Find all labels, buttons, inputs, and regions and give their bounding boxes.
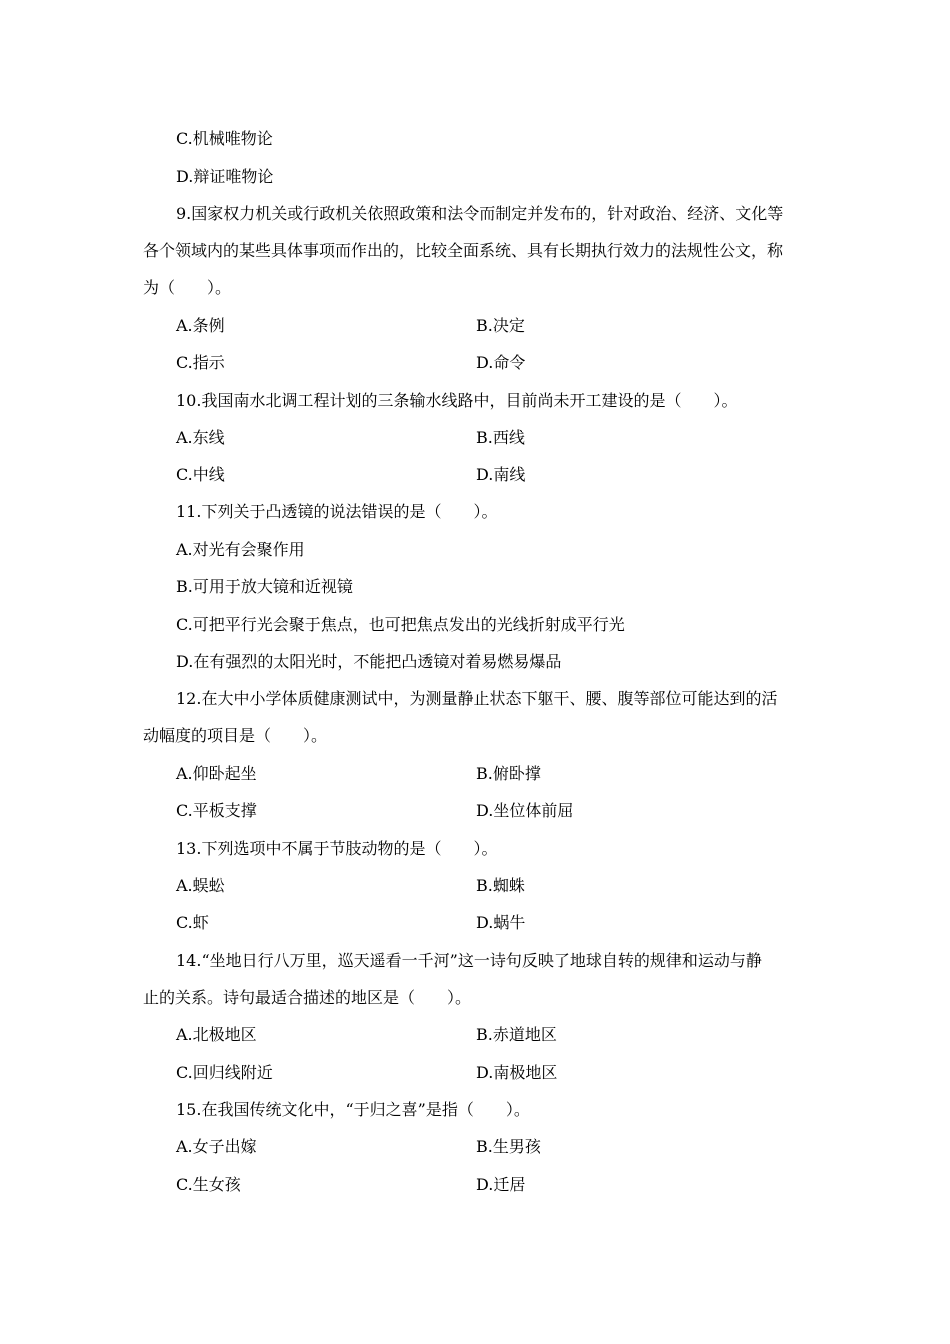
question-14-line-2: 止的关系。诗句最适合描述的地区是（ ）。 [143, 988, 472, 1007]
question-12-option-a: A.仰卧起坐 [176, 764, 257, 783]
question-14-option-c: C.回归线附近 [176, 1063, 273, 1082]
question-12-option-c: C.平板支撑 [176, 801, 257, 820]
question-15-option-a: A.女子出嫁 [176, 1137, 257, 1156]
question-13-option-d: D.蜗牛 [476, 913, 526, 932]
prev-option-c: C.机械唯物论 [176, 129, 273, 148]
question-9-option-a: A.条例 [176, 316, 225, 335]
question-11-option-c: C.可把平行光会聚于焦点，也可把焦点发出的光线折射成平行光 [176, 615, 625, 634]
prev-option-d: D.辩证唯物论 [176, 167, 274, 186]
question-10-option-a: A.东线 [176, 428, 225, 447]
question-9-option-b: B.决定 [476, 316, 525, 335]
question-11-option-d: D.在有强烈的太阳光时，不能把凸透镜对着易燃易爆品 [176, 652, 562, 671]
question-15-option-d: D.迁居 [476, 1175, 526, 1194]
question-9-line-1: 9.国家权力机关或行政机关依照政策和法令而制定并发布的，针对政治、经济、文化等 [176, 204, 784, 223]
question-11-option-a: A.对光有会聚作用 [176, 540, 305, 559]
question-11-option-b: B.可用于放大镜和近视镜 [176, 577, 353, 596]
question-14-option-a: A.北极地区 [176, 1025, 257, 1044]
question-15-option-b: B.生男孩 [476, 1137, 541, 1156]
question-14-option-b: B.赤道地区 [476, 1025, 557, 1044]
question-13-option-a: A.蜈蚣 [176, 876, 225, 895]
question-9-line-3: 为（ ）。 [143, 278, 232, 297]
question-11-line-1: 11.下列关于凸透镜的说法错误的是（ ）。 [176, 502, 498, 521]
question-13-option-c: C.虾 [176, 913, 209, 932]
question-14-line-1: 14.“坐地日行八万里，巡天遥看一千河”这一诗句反映了地球自转的规律和运动与静 [176, 951, 762, 970]
question-12-option-b: B.俯卧撑 [476, 764, 541, 783]
question-15-line-1: 15.在我国传统文化中，“于归之喜”是指（ ）。 [176, 1100, 530, 1119]
question-15-option-c: C.生女孩 [176, 1175, 241, 1194]
question-9-option-d: D.命令 [476, 353, 526, 372]
question-12-line-1: 12.在大中小学体质健康测试中，为测量静止状态下躯干、腰、腹等部位可能达到的活 [176, 689, 778, 708]
question-9-option-c: C.指示 [176, 353, 225, 372]
question-10-option-b: B.西线 [476, 428, 525, 447]
question-13-option-b: B.蜘蛛 [476, 876, 525, 895]
question-14-option-d: D.南极地区 [476, 1063, 558, 1082]
question-9-line-2: 各个领域内的某些具体事项而作出的，比较全面系统、具有长期执行效力的法规性公文，称 [143, 241, 784, 260]
question-13-line-1: 13.下列选项中不属于节肢动物的是（ ）。 [176, 839, 498, 858]
question-10-option-d: D.南线 [476, 465, 526, 484]
question-10-line-1: 10.我国南水北调工程计划的三条输水线路中，目前尚未开工建设的是（ ）。 [176, 391, 738, 410]
question-10-option-c: C.中线 [176, 465, 225, 484]
question-12-option-d: D.坐位体前屈 [476, 801, 574, 820]
question-12-line-2: 动幅度的项目是（ ）。 [143, 726, 328, 745]
